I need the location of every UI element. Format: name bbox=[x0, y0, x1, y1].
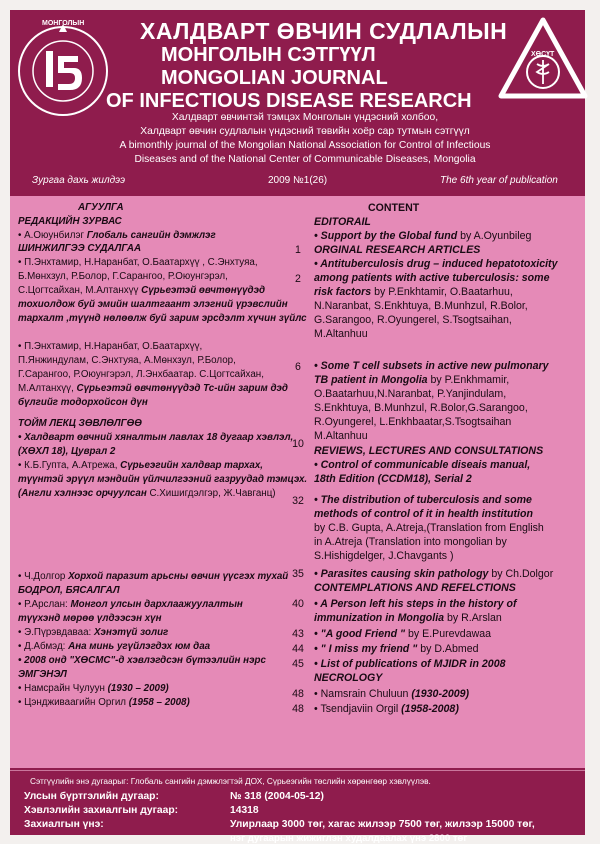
entry-en-line: • Tsendjaviin Orgil (1958-2008) bbox=[314, 703, 459, 715]
page-number: 32 bbox=[292, 495, 304, 507]
subtitle-mn-1: Халдварт өвчинтэй тэмцэх Монголын үндэсний холбоо, bbox=[171, 112, 439, 123]
entry-en-line: S.Enkhtuya, B.Munhzul, R.Bolor,G.Sarangoo, bbox=[314, 402, 528, 414]
registration-value: № 318 (2004-05-12) bbox=[230, 791, 324, 802]
logo-left-text: МОНГОЛЫН bbox=[42, 20, 85, 27]
page-number: 43 bbox=[292, 628, 304, 640]
entry-en-line: O.Baatarhuu,N.Naranbat, P.Yanjindulam, bbox=[314, 388, 507, 400]
entry-mn-line: П.Янжиндулам, С.Энхтуяа, А.Мөнхзул, Р.Болор, bbox=[18, 355, 236, 366]
entry-mn-line: • Р.Арслан: Монгол улсын дархлаажуулалтын bbox=[18, 599, 243, 610]
entry-mn-line: М.Алтанхүү, Сүрьеэтэй өвчтөнүүдэд Тс-ийн зарим дэд bbox=[18, 383, 288, 394]
entry-mn-line: • Ч.Долгор Хорхой паразит арьсны өвчин үүсгэх тухай bbox=[18, 571, 289, 582]
entry-en-line: • Antituberculosis drug – induced hepatotoxicity bbox=[314, 258, 558, 270]
entry-mn-line: • Намсрайн Чулуун (1930 – 2009) bbox=[18, 683, 169, 694]
price-value-line1: Улирлаар 3000 төг, хагас жилээр 7500 төг, жилээр 15000 төг, bbox=[230, 819, 535, 830]
entry-mn-line: тохиолдож буй эмийн шалтгаант элэгний үрэвслийн bbox=[18, 299, 288, 310]
entry-en-line: • A Person left his steps in the history of bbox=[314, 598, 517, 610]
entry-mn-line: бүлгийг тодорхойсон дүн bbox=[18, 397, 148, 408]
page-number: 45 bbox=[292, 658, 304, 670]
entry-mn-line: Г.Сарангоо, Р.Оюунгэрэл, Л.Энхбаатар. С.Цогтсайхан, bbox=[18, 369, 264, 380]
entry-en-line: • " I miss my friend " by D.Abmed bbox=[314, 643, 479, 655]
logo-right-text: ХӨСҮТ bbox=[531, 51, 555, 58]
association-logo bbox=[16, 16, 110, 126]
page-number: 48 bbox=[292, 703, 304, 715]
entry-en-line: S.Hishigdelger, J.Chavgants ) bbox=[314, 550, 454, 562]
section-editorial-mn: РЕДАКЦИЙН ЗУРВАС bbox=[18, 216, 122, 227]
entry-mn-line: С.Цогтсайхан, М.Алтанхүү Сүрьеэтэй өвчтөнүүдэд bbox=[18, 285, 266, 296]
entry-mn-line: (ХӨХЛ 18), Цуврал 2 bbox=[18, 446, 116, 457]
entry-mn-line: • Э.Пүрэвдаваа: Хэнэтүй золиг bbox=[18, 627, 169, 638]
entry-mn-line: • Д.Абмэд: Ана минь угүйлэгдэх юм даа bbox=[18, 641, 211, 652]
entry-en-line: M.Altanhuu bbox=[314, 430, 368, 442]
entry-en-line: TB patient in Mongolia by P.Enkhmamir, bbox=[314, 374, 510, 386]
entry-en-line: N.Naranbat, S.Enkhtuya, B.Munhzul, R.Bolor, bbox=[314, 300, 528, 312]
entry-en-line: • Parasites causing skin pathology by Ch.Dolgor bbox=[314, 568, 554, 580]
contents-english bbox=[312, 196, 584, 768]
registration-label: Улсын бүртгэлийн дугаар: bbox=[24, 791, 159, 802]
entry-en-line: by C.B. Gupta, A.Atreja,(Translation from English bbox=[314, 522, 544, 534]
section-necrology-en: NECROLOGY bbox=[314, 672, 383, 684]
entry-en-line: • The distribution of tuberculosis and some bbox=[314, 494, 532, 506]
entry-mn-line: түүхэнд мөрөө үлдээсэн хүн bbox=[18, 613, 162, 624]
section-editorial-en: EDITORAIL bbox=[314, 216, 371, 228]
toc-heading-mn: АГУУЛГА bbox=[78, 202, 124, 213]
order-label: Хэвлэлийн захиалгын дугаар: bbox=[24, 805, 179, 816]
subtitle-en-2: Diseases and of the National Center of Communicable Diseases, Mongolia bbox=[134, 154, 476, 165]
entry-mn-line: • П.Энхтамир, Н.Наранбат, О.Баатархүү, bbox=[18, 341, 203, 352]
title-english-line1: MONGOLIAN JOURNAL bbox=[161, 67, 388, 89]
entry-en-line: • List of publications of MJIDR in 2008 bbox=[314, 658, 506, 670]
entry-en-line: R.Oyungerel, L.Enkhbaatar,S.Tsogtsaihan bbox=[314, 416, 512, 428]
entry-en-line: in A.Atreja (Translation into mongolian by bbox=[314, 536, 507, 548]
entry-en-line: M.Altanhuu bbox=[314, 328, 368, 340]
order-value: 14318 bbox=[230, 805, 259, 816]
section-research-mn: ШИНЖИЛГЭЭ СУДАЛГАА bbox=[18, 243, 142, 254]
entry-en-line: • Some T cell subsets in active new pulmonary bbox=[314, 360, 549, 372]
entry-mn-line: • К.Б.Гупта, А.Атрежа, Сүрьеэгийн халдвар тархах, bbox=[18, 460, 263, 471]
price-value-line2: нэг дугаарын жижиглэн худалдаалах үнэ 2800 төг bbox=[230, 833, 468, 844]
subtitle-mn-2: Халдварт өвчин судлалын үндэсний төвийн хоёр сар тутмын сэтгүүл bbox=[140, 126, 470, 137]
entry-en-line: risk factors by P.Enkhtamir, O.Baatarhuu, bbox=[314, 286, 513, 298]
page-number: 44 bbox=[292, 643, 304, 655]
journal-cover bbox=[10, 10, 585, 844]
year-english: The 6th year of publication bbox=[440, 175, 558, 186]
section-contemplations-mn: БОДРОЛ, БЯСАЛГАЛ bbox=[18, 585, 120, 596]
section-reviews-mn: ТОЙМ ЛЕКЦ ЗӨВЛӨЛГӨӨ bbox=[18, 418, 142, 429]
entry-mn-line: (Англи хэлнээс орчуулсан С.Хишигдэлгэр, Ж.Чавганц) bbox=[18, 488, 276, 499]
entry-mn-line: • Цэндживаагийн Оргил (1958 – 2008) bbox=[18, 697, 190, 708]
entry-en-line: • "A good Friend " by E.Purevdawaa bbox=[314, 628, 492, 640]
entry-en-line: 18th Edition (CCDM18), Serial 2 bbox=[314, 473, 472, 485]
title-english-line2: OF INFECTIOUS DISEASE RESEARCH bbox=[106, 90, 472, 112]
entry-mn-line: • 2008 онд "ХӨСМС"-д хэвлэгдсэн бүтээлийн нэрс bbox=[18, 655, 266, 666]
issue-number: 2009 №1(26) bbox=[268, 175, 328, 186]
title-mongolian-line1: ХАЛДВАРТ ӨВЧИН СУДЛАЛЫН bbox=[140, 18, 508, 44]
price-label: Захиалгын үнэ: bbox=[24, 819, 104, 830]
center-logo bbox=[495, 14, 591, 106]
title-mongolian-line2: МОНГОЛЫН СЭТГҮҮЛ bbox=[161, 44, 376, 66]
entry-en-line: • Namsrain Chuluun (1930-2009) bbox=[314, 688, 470, 700]
page-number: 40 bbox=[292, 598, 304, 610]
page-number: 35 bbox=[292, 568, 304, 580]
footer-divider bbox=[10, 770, 585, 771]
entry-en-line: G.Sarangoo, R.Oyungerel, S.Tsogtsaihan, bbox=[314, 314, 512, 326]
section-research-en: ORGINAL RESEARCH ARTICLES bbox=[314, 244, 481, 256]
entry-mn-line: Б.Мөнхзул, Р.Болор, Г.Сарангоо, Р.Оюунгэрэл, bbox=[18, 271, 228, 282]
entry-en-line: immunization in Mongolia by R.Arslan bbox=[314, 612, 502, 624]
entry-mn-line: түүнтэй эрүүл мэндийн үйлчилгээний газруудад тэмцэх. bbox=[18, 474, 308, 485]
entry-mn-line: • Халдварт өвчний хяналтын лавлах 18 дугаар хэвлэл, bbox=[18, 432, 294, 443]
entry-en-line: methods of control of it in health institution bbox=[314, 508, 533, 520]
contents-panel bbox=[10, 196, 585, 768]
page-number: 1 bbox=[295, 244, 301, 256]
entry-en-line: • Control of communicable diseais manual, bbox=[314, 459, 531, 471]
section-necrology-mn: ЭМГЭНЭЛ bbox=[18, 669, 67, 680]
entry-en-1: • Support by the Global fund by A.Oyunbileg bbox=[314, 230, 532, 242]
entry-mn-1: • А.Оюунбилэг Глобаль сангийн дэмжлэг bbox=[18, 230, 216, 241]
footer-sponsor-note: Сэтгүүлийн энэ дугаарыг: Глобаль сангийн дэмжлэгтэй ДОХ, Сүрьеэгийн төслийн хөрөнгөөр хэвлүүлэв. bbox=[30, 776, 431, 786]
entry-en-line: among patients with active tuberculosis: some bbox=[314, 272, 550, 284]
toc-heading-en: CONTENT bbox=[368, 202, 420, 214]
page-number: 10 bbox=[292, 438, 304, 450]
entry-mn-line: • П.Энхтамир, Н.Наранбат, О.Баатархүү , С.Энхтуяа, bbox=[18, 257, 258, 268]
page-number: 6 bbox=[295, 361, 301, 373]
section-reviews-en: REVIEWS, LECTURES AND CONSULTATIONS bbox=[314, 445, 544, 457]
page-number: 2 bbox=[295, 273, 301, 285]
year-mongolian: Зургаа дахь жилдээ bbox=[32, 175, 125, 186]
page-number: 48 bbox=[292, 688, 304, 700]
entry-mn-line: тархалт ,түүнд нөлөөлж буй зарим эрсдэлт хүчин зүйлс bbox=[18, 313, 307, 324]
subtitle-en-1: A bimonthly journal of the Mongolian National Association for Control of Infectious bbox=[119, 140, 491, 151]
section-contemplations-en: CONTEMPLATIONS AND REFELCTIONS bbox=[314, 582, 516, 594]
